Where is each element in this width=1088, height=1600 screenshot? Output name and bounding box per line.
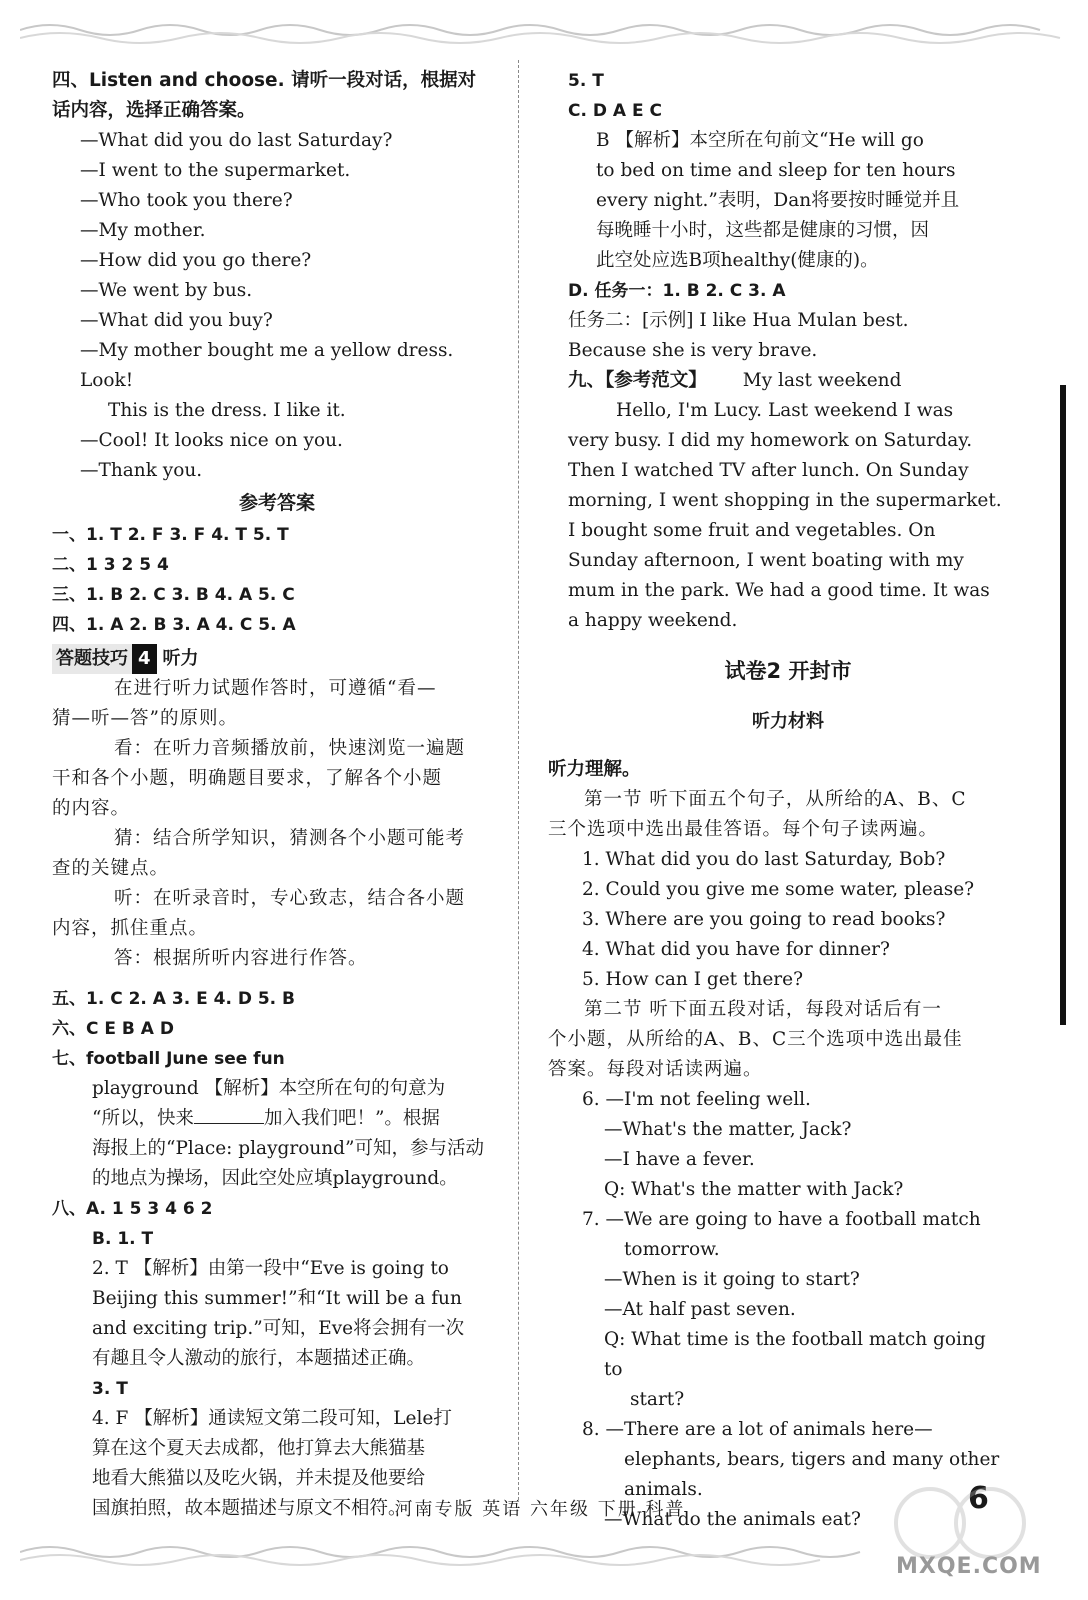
answer-line: D. 任务一：1. B 2. C 3. A <box>568 281 786 301</box>
explanation-part: 加入我们吧！”。根据 <box>263 1108 440 1129</box>
essay-heading <box>568 366 1008 396</box>
dialog-line: —How did you go there? <box>80 250 312 271</box>
page-number: 6 <box>968 1481 989 1516</box>
explanation-line: B 【解析】本空所在句前文“He will go <box>596 130 924 151</box>
question-item: 1. What did you do last Saturday, Bob? <box>582 849 946 870</box>
answer-line: 七、football June see fun <box>52 1049 285 1069</box>
dialog-line: —When is it going to start? <box>604 1269 860 1290</box>
section-text: 第一节 听下面五个句子，从所给的A、B、C <box>584 789 967 810</box>
answer-line: 四、1. A 2. B 3. A 4. C 5. A <box>52 615 296 635</box>
essay-line: I bought some fruit and vegetables. On <box>568 520 936 541</box>
tip-badge <box>52 644 157 674</box>
explanation-line: every night.”表明，Dan将要按时睡觉并且 <box>596 190 960 211</box>
tip-text: 猜：结合所学知识，猜测各个小题可能考 <box>114 828 466 849</box>
section-text: 三个选项中选出最佳答语。每个句子读两遍。 <box>548 819 939 840</box>
tip-text: 答：根据所听内容进行作答。 <box>114 948 368 969</box>
q4-heading-line2: 话内容，选择正确答案。 <box>52 100 256 121</box>
explanation-line: 4. F 【解析】通读短文第二段可知，Lele打 <box>92 1408 452 1429</box>
tip-number: 4 <box>132 644 157 674</box>
explanation-line: 的地点为操场，因此空处应填playground。 <box>92 1168 458 1189</box>
explanation-line: 2. T 【解析】由第一段中“Eve is going to <box>92 1258 449 1279</box>
dialog-line: —What do the animals eat? <box>604 1509 861 1530</box>
dialog-line: —My mother. <box>80 220 206 241</box>
explanation-line: 每晚睡十小时，这些都是健康的习惯，因 <box>596 220 930 241</box>
section-text: 个小题，从所给的A、B、C三个选项中选出最佳 <box>548 1029 963 1050</box>
answer-line: B. 1. T <box>92 1229 154 1249</box>
watermark-text: MXQE.COM <box>896 1554 1042 1579</box>
paper-title: 试卷2 开封市 <box>724 659 852 683</box>
dialog-line: —We went by bus. <box>80 280 253 301</box>
tip-text: 查的关键点。 <box>52 858 170 879</box>
explanation-line: and exciting trip.”可知，Eve将会拥有一次 <box>92 1318 465 1339</box>
answer-line: 八、A. 1 5 3 4 6 2 <box>52 1199 213 1219</box>
dialog-line: 7. —We are going to have a football match <box>582 1209 981 1230</box>
answer-line: 六、C E B A D <box>52 1019 174 1039</box>
explanation-line: Beijing this summer!”和“It will be a fun <box>92 1288 462 1309</box>
dialog-line: start? <box>630 1389 685 1410</box>
tip-text: 看：在听力音频播放前，快速浏览一遍题 <box>114 738 466 759</box>
essay-line: very busy. I did my homework on Saturday. <box>568 430 973 451</box>
dialog-line: Q: What's the matter with Jack? <box>604 1179 904 1200</box>
answer-line: 二、1 3 2 5 4 <box>52 555 169 575</box>
dialog-line: tomorrow. <box>624 1239 720 1260</box>
answer-line: Because she is very brave. <box>568 340 818 361</box>
dialog-line: —Thank you. <box>80 460 203 481</box>
tip-text: 听：在听录音时，专心致志，结合各小题 <box>114 888 466 909</box>
dialog-line: —At half past seven. <box>604 1299 796 1320</box>
section-text: 答案。每段对话读两遍。 <box>548 1059 763 1080</box>
answer-line: 5. T <box>568 71 604 91</box>
dialog-line: 6. —I'm not feeling well. <box>582 1089 811 1110</box>
side-bar <box>1060 385 1066 1025</box>
tip-heading <box>52 644 502 674</box>
explanation-line: 地看大熊猫以及吃火锅，并未提及他要给 <box>92 1468 426 1489</box>
right-column <box>548 66 1008 1535</box>
dialog-line: —What's the matter, Jack? <box>604 1119 852 1140</box>
explanation-line: 有趣且令人激动的旅行，本题描述正确。 <box>92 1348 426 1369</box>
dialog-line: —I went to the supermarket. <box>80 160 351 181</box>
listening-title: 听力材料 <box>752 711 824 732</box>
dialog-line: —Cool! It looks nice on you. <box>80 430 343 451</box>
explanation-line: 国旗拍照，故本题描述与原文不相符。 <box>92 1498 407 1519</box>
tip-text: 的内容。 <box>52 798 131 819</box>
q4-heading-line1: 四、Listen and choose. 请听一段对话，根据对 <box>52 70 477 91</box>
dialog-line: animals. <box>624 1479 703 1500</box>
tip-label: 答题技巧 <box>52 644 132 674</box>
explanation-line: playground 【解析】本空所在句的句意为 <box>92 1078 446 1099</box>
essay-line: mum in the park. We had a good time. It was <box>568 580 990 601</box>
dialog-line: Q: What time is the football match going to <box>604 1329 986 1380</box>
top-decoration <box>20 18 1068 48</box>
essay-line: morning, I went shopping in the supermarket. <box>568 490 1002 511</box>
dialog-line: —What did you do last Saturday? <box>80 130 393 151</box>
question-item: 2. Could you give me some water, please? <box>582 879 975 900</box>
dialog-line: —I have a fever. <box>604 1149 755 1170</box>
dialog-line: elephants, bears, tigers and many other <box>624 1449 1000 1470</box>
explanation-part: “所以，快来 <box>92 1108 194 1129</box>
essay-line: a happy weekend. <box>568 610 738 631</box>
blank-line <box>194 1105 264 1124</box>
tip-text: 干和各个小题，明确题目要求，了解各个小题 <box>52 768 443 789</box>
left-column <box>52 66 502 1524</box>
dialog-line: This is the dress. I like it. <box>108 400 346 421</box>
answer-line: C. D A E C <box>568 101 662 121</box>
answers-title: 参考答案 <box>238 492 315 514</box>
explanation-line: 此空处应选B项healthy(健康的)。 <box>596 250 879 271</box>
dialog-line: —My mother bought me a yellow dress. Look! <box>80 340 454 391</box>
tip-text: 内容，抓住重点。 <box>52 918 209 939</box>
explanation-line: 海报上的“Place: playground”可知，参与活动 <box>92 1138 484 1159</box>
question-item: 3. Where are you going to read books? <box>582 909 946 930</box>
explanation-line: 算在这个夏天去成都，他打算去大熊猫基 <box>92 1438 426 1459</box>
tip-title: 听力 <box>162 648 199 669</box>
dialog-line: 8. —There are a lot of animals here— <box>582 1419 933 1440</box>
essay-line: Then I watched TV after lunch. On Sunday <box>568 460 969 481</box>
question-item: 4. What did you have for dinner? <box>582 939 890 960</box>
essay-line: Sunday afternoon, I went boating with my <box>568 550 964 571</box>
explanation-line: to bed on time and sleep for ten hours <box>596 160 956 181</box>
column-divider <box>518 60 519 1500</box>
dialog-line: —What did you buy? <box>80 310 273 331</box>
essay-line: Hello, I'm Lucy. Last weekend I was <box>616 400 954 421</box>
answer-line: 任务二：[示例] I like Hua Mulan best. <box>568 310 909 331</box>
footer-text: 河南专版 英语 六年级 下册 科普 <box>394 1499 686 1520</box>
dialog-line: —Who took you there? <box>80 190 293 211</box>
tip-text: 猜—听—答”的原则。 <box>52 708 238 729</box>
section-text: 第二节 听下面五段对话，每段对话后有一 <box>584 999 942 1020</box>
listening-heading: 听力理解。 <box>548 759 641 780</box>
answer-line: 3. T <box>92 1379 128 1399</box>
tip-text: 在进行听力试题作答时，可遵循“看— <box>114 678 437 699</box>
essay-title: My last weekend <box>742 370 902 391</box>
answer-line: 一、1. T 2. F 3. F 4. T 5. T <box>52 525 289 545</box>
explanation-line <box>52 1104 502 1134</box>
answer-line: 五、1. C 2. A 3. E 4. D 5. B <box>52 989 296 1009</box>
essay-label: 九、【参考范文】 <box>568 370 707 391</box>
question-item: 5. How can I get there? <box>582 969 804 990</box>
answer-line: 三、1. B 2. C 3. B 4. A 5. C <box>52 585 295 605</box>
